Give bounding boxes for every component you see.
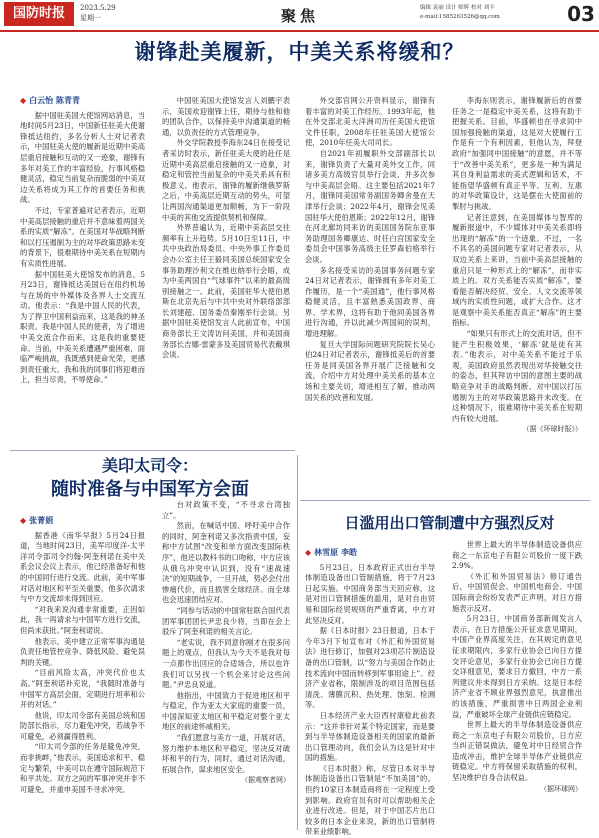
article3-paragraph: 5月23日，日本政府正式出台半导体制造设备出口管制措施，将于7月23日起实施。中国商务部当天回应称，这是对出口管制措施的滥用，是对自由贸易和国际经贸规则的严重背离，中方对此坚决反对。: [305, 562, 435, 625]
divider: [10, 450, 295, 451]
divider: [300, 500, 590, 501]
article1-paragraph: 外交部官网公开资料显示，谢锋有着丰富的对美工作经历。1993年起，他在外交部北美大洋洲司历任美国大使馆文件任职，2008年任驻美国大使馆公使，2010年任美大司司长。: [305, 96, 435, 148]
article1-paragraph: 据中国驻美国大使馆网站消息，当地时间5月23日，中国新任驻美大使谢锋抵达纽约，多名分析人士对记者表示，中国驻美大使的履新是近期中美高层重启接触和互动的又一迹象，谢锋有多年对美工作的丰富经验，行事风格稳健灵活，稳定当前复杂而脆弱的中美双边关系将成为其工作的首要任务和挑战。: [20, 110, 145, 205]
article1-paragraph: 据中国驻美大使馆发布的消息，5月23日，谢锋抵达美国后在纽约机场与在场的中外媒体及各界人士交流互动。他表示：“我是中国人民的代表，为了捍卫中国利益而来，这是我的神圣职责。我是中国人民的使者，为了增进中美交流合作而来，这是我的重要使命。当前，中美关系遭遇严重困难，面临严峻挑战，我既感到使命光荣，更感到责任重大。我和我的同事们将迎难而上，担当尽责，不辱使命。”: [20, 269, 145, 385]
article1-column-4: [452, 96, 582, 496]
article1-paragraph: 自2021年初履职外交部副部长以来，谢锋负责了大量对美外交工作，同诸多美方高级官员举行会谈，并多次参与中美高层会晤。这主要包括2021年7月，谢锋同美国常务副国务卿舍曼在天津举行会谈；2022年4月，谢锋会见美国驻华大使伯恩斯；2022年12月，谢锋在河北廊坊同来访的美国国务院东亚事务助理国务卿康达、时任白宫国家安全委员会中国事务高级主任罗森伯格举行会谈。: [305, 148, 436, 264]
article2-paragraph: “老实说，我不同意你刚才在很多问题上的观点，但我认为今天不是我对每一点都作出回应的合适场合，所以也许我们可以另找一个机会来讨论这些问题。”尹忠良说道。: [162, 637, 290, 690]
section-title: 聚焦: [280, 7, 319, 25]
article2-paragraph: 他说，印太司令部有美国总统和国防部长指示，尽力避免冲突，若战争不可避免，必须赢得胜利。: [20, 710, 145, 741]
article3-paragraph: 《日本时报》称，尽管日本对半导体制造设备出口管制是“不加美国”的。但约10家日本制造商将在一定程度上受到影响。政府官员有时可以帮助相关企业进行改进。但是，对于中国芯片出口较多的日本企业来说，新的出口管制将带来业绩影响。: [305, 763, 435, 837]
article1-paragraph: “如果只有形式上的交流对话，但不能产生积极效果，‘解冻’就是徒有其表。”他表示，对中美关系不能过于乐观，美国政府虽然表现出对华接触交往的姿态，但其拜访中国的意图主要的战略竞争对手的战略判断、对中国以打压遏制为主的对华政策思路并未改变。在这种情况下，很难期待中美关系在短期内有较大进展。: [452, 329, 582, 423]
article2-paragraph: “我们愿意与美方一道，开展对话，努力维护本地区和平稳定，坚决反对破坏和平的行为，同时，通过对话沟通，拓展合作，谋求地区安全。: [162, 733, 290, 774]
article1-paragraph: 不过，专家普遍对记者表示，近期中美高层接触的重启并不意味着两国关系的实质“解冻”。在美国对华战略判断和以打压遏制为主的对华政策思路未变的背景下，很难期待中美关系在短期内有实质性进展。: [20, 205, 145, 268]
article1-paragraph: 李海东则表示，谢锋履新后的首要任务之一是稳定中美关系，这将有助于把握关系。目前，华盛顿也在寻求同中国加强接触的渠道，这是对大使履行工作是有一个有利因素，但他认为，拜登政府“加强同中国接触”的意愿，并不等于“改善中美关系”，更多是一种为满足其自身利益需求的美式逻辑和话术，不能指望华盛顿有真正平等、互利、互惠的对华政策设计，这是摆在大使面前的掣肘与挑战。: [452, 96, 582, 211]
issue-date: 2023.5.29: [80, 4, 116, 12]
article3-paragraph: 5月23日，中国商务部新闻发言人表示，在日方措施公开征求意见期间，中国产业界高度关注，在其规定的意见征求期限内，多家行业协会已向日方提交评论意见，多家行业协会已向日方提交详细意见，要求日方撤回，中方一系列建议并未得到日方采纳。这是日本经济产业省不顾业界强烈意见，执意推出的该措施，严重损害中日两国企业利益，严重破坏全球产业链供应链稳定。: [452, 614, 582, 719]
article3-paragraph: 世界上最大的半导体制造设备供应商之一东京电子有限公司股价一度下跌2.9%。: [452, 540, 582, 571]
article1-byline: [20, 96, 145, 107]
star-icon: ◆: [305, 548, 312, 557]
star-icon: ◆: [20, 96, 27, 105]
article2-paragraph: “印太司令部的任务是避免冲突，而非挑衅，”他表示，美国追求和平、稳定与繁荣，中美可以在遵守国际规范下和平共处。双方之间的军事冲突并非不可避免，并重申美国不寻求冲突。: [20, 742, 145, 794]
article1-column-1: [20, 96, 145, 456]
article2-paragraph: 他表示，美中建立正常军事沟通是负责任地管控竞争、降低风险、避免误判的关键。: [20, 636, 145, 667]
article1-paragraph: 中国驻美国大使馆发言人刘鹏宇表示，美国欢迎谢锋上任，期待与他和他的团队合作，以保持美中沟通渠道的畅通，以负责任的方式管理竞争。: [162, 96, 290, 137]
article3-column-2: [452, 540, 582, 831]
article3-signature: （据环球网）: [540, 784, 582, 793]
article2-paragraph: “对我来说沟通非常重要，正因如此，我一再请求与中国军方进行交流，但尚未获批。”阿奎利诺说。: [20, 604, 145, 635]
article1-signature: （据《环球时报》）: [522, 425, 582, 434]
article1-author: 白云怡 陈青青: [29, 96, 80, 105]
credits-line: 编辑 袁丽 设计 师辉 校对 刘丰: [420, 5, 495, 11]
article2-byline: [20, 516, 145, 527]
article1-paragraph: 复旦大学国际问题研究院院长吴心伯24日对记者表示，谢锋抵美后的首要任务是同美国各界开展广泛接触和交流，介绍中方对处理中美关系的基本立场和主要关切，增进相互了解，推动两国关系的改善和发展。: [305, 339, 435, 402]
article2-column-2: [162, 500, 290, 831]
article1-column-3: [305, 96, 435, 496]
article2-headline-line2: 随时准备与中国军方会面: [51, 479, 249, 500]
article2-author: 张菁娟: [29, 516, 54, 525]
article3-paragraph: 《外汇和外国贸易法》修订通告后，中国贸促会、中国机电商会、中国国际商会纷纷发表严正声明，对日方措施表示反对。: [452, 571, 582, 613]
article2-signature: （据观察者网）: [241, 776, 290, 785]
article1-column-2: [162, 96, 290, 456]
article1-paragraph: 外界普遍认为，近期中美高层交往频率有上升趋势。5月10日至11日，中共中央政治局委员、中央外事工作委员会办公室主任王毅同美国总统国家安全事务助理沙利文在维也纳举行会晤，成为中美两国自“气球事件”以来的最高级别接触之一。此前，美国驻华大使伯恩斯在北京先后与中共中央对外联络部部长刘建超、国务委员秦刚举行会谈。另据中国驻美使馆发言人此前宣布，中国商务部长王文涛访问美国，并和美国商务部长吉娜·雷蒙多及美国贸易代表戴琪会谈。: [162, 223, 290, 360]
article2-paragraph: 然而，在喊话中国、呼吁美中合作的同时，阿奎利诺又多次指责中国，妄称中方试图“改变和单方面改变国际秩序”，他还以教科书的口吻称，中方应该从俄乌冲突中认识到，没有“速战速决”的短期战争，一旦开战，势必会付出惨痛代价，而且损害全球经济。而全球也会迅速团结应对。: [162, 521, 290, 605]
column-divider: [297, 455, 298, 830]
article1-paragraph: 记者注意到，在美国媒体与智库的履新报道中，不少媒体对中美关系即将出现的“解冻”的一个迹象。不过，一名不具名的美国问题专家对记者表示，从双边关系上来讲，当前中美高层接触的重启只是一种形式上的“解冻”，而非实质上的。双方关系能否实质“解冻”，要看能否解决经贸、安全、人文交流等领域内的实质性问题，或扩大合作。这才是观察中美关系能否真正“解冻”的主要指标。: [452, 212, 582, 328]
contact-email[interactable]: e-mail:1585263526@qq.com: [420, 14, 500, 20]
issue-weekday: 星期一: [80, 14, 101, 22]
newspaper-logo: 国防时报: [4, 2, 74, 26]
article3-column-1: [305, 548, 435, 837]
article3-headline: 日滥用出口管制遭中方强烈反对: [344, 514, 555, 532]
article3-byline: [305, 548, 435, 559]
article1-paragraph: 多名接受采访的美国事务问题专家24日对记者表示，谢锋拥有多年对美工作履历，是一个“美国通”，他行事风格稳健灵活，且丰富熟悉美国政界、商界、学术界，这将有助于他同美国各界进行沟通，并以此减少两国间的误判，增进理解。: [305, 265, 435, 339]
article2-paragraph: 他指出，中国致力于促进地区和平与稳定，作为亚太大家庭的重要一员，中国深知亚太地区和平稳定对整个亚太地区的前途怀威相关。: [162, 690, 290, 732]
star-icon: ◆: [20, 516, 27, 525]
editor-credits: [420, 4, 560, 22]
article1-paragraph: 外交学院教授李海东24日在接受记者采访时表示，新任驻美大使的赴任是近期中美高层重启接触的又一迹象，对稳定和管控当前复杂的中美关系具有积极意义。他表示，谢锋的履新继俄罗斯之后，中美高层近期互动的势头，可望让两国沟通渠道更加顺畅，为下一阶段中美的其他交流提供契机和保障。: [162, 138, 290, 222]
article1-headline: 谢锋赴美履新，中美关系将缓和？: [134, 40, 465, 64]
article3-paragraph: 世界上最大的半导体制造设备供应商之一东京电子有限公司股价，日方应当纠正错误做法，避免对中日经贸合作造成冲击，维护全球半导体产业链供应链稳定。中方将保留采取措施的权利，坚决维护自身合法权益。: [452, 720, 582, 783]
article3-paragraph: 日本经济产业大臣西村康稔此前表示：“这并非针对某个特定国家，而是要到与半导体制造设备相关的国家的最新出口管理动向，我们会认为这是针对中国的措施。: [305, 710, 435, 763]
article2-headline: [0, 455, 300, 503]
page-number: 03: [567, 2, 595, 26]
page-header: [0, 0, 599, 32]
article3-paragraph: 据《日本时报》23日报道，日本于今年3月下旬宣布对《外汇和外国贸易法》进行修订，加强对23项芯片制造设备的出口管制，以“努力与美国合作防止技术流向中国而转移到军事用途上”。经济产业省称，限制涉及的项目范围包括清洗、薄膜沉积、热处理、蚀刻、检测等。: [305, 626, 435, 710]
article2-paragraph: 据香港《南华早报》5月24日报道，当地时间23日，美军印度洋-太平洋司令部司令约翰·阿奎利诺在美中关系会议会议上表示，他已经准备好和他的中国同行进行交流。此前，美中军事对话对地区和平至关重要，他多次请求与中方交流却未得到回应。: [20, 530, 145, 604]
issue-date-block: [80, 3, 116, 23]
article2-headline-line1: 美印太司令：: [101, 456, 198, 475]
article3-author: 林雪原 李皓: [314, 548, 357, 557]
article2-paragraph: “目前风险太高，冲突代价也太高。”阿奎利诺补充说，“我随时准备与中国军方高层会面，定期进行坦率和公开的对话。”: [20, 668, 145, 710]
article2-paragraph: 台对政策不变，“不寻求台湾独立”。: [162, 500, 290, 520]
article2-paragraph: “同参与话动的中国常驻联合国代表团军事团团长尹忠良少将，当即在会上驳斥了阿奎利诺的相关言论。: [162, 605, 290, 637]
article2-column-1: [20, 516, 145, 831]
